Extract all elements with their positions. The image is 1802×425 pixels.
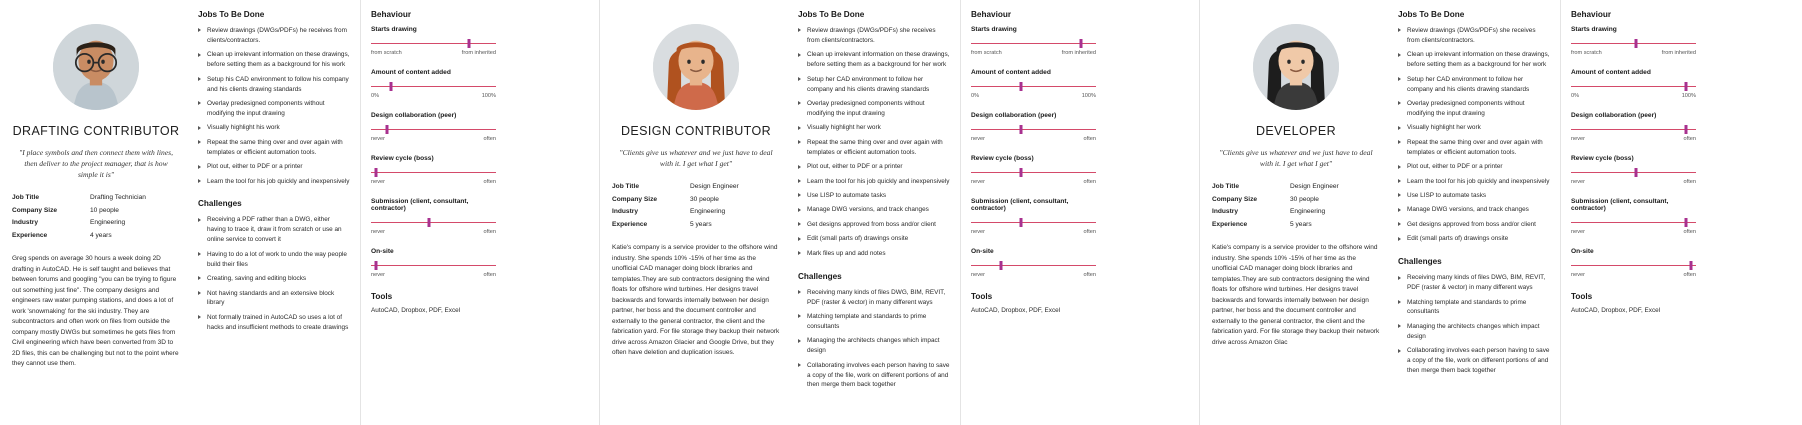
list-item: Receiving a PDF rather than a DWG, either having to trace it, draw it from scratch or use an online service to convert it: [198, 215, 350, 245]
list-item: Setup her CAD environment to follow her company and his clients drawing standards: [798, 75, 950, 95]
fact-row: [1212, 206, 1380, 219]
jobs-list: [1398, 26, 1550, 244]
list-item: Get designs approved from boss and/or client: [1398, 220, 1550, 230]
behaviour-slider: [371, 198, 496, 235]
fact-label: Industry: [612, 208, 639, 216]
slider-knob[interactable]: [1685, 218, 1688, 227]
slider-max-label: 100%: [1681, 93, 1696, 99]
slider-track[interactable]: [971, 39, 1096, 48]
slider-line: [971, 129, 1096, 130]
tools-section-title: Tools: [971, 292, 993, 301]
slider-min-label: never: [971, 229, 985, 235]
list-item: Repeat the same thing over and over again with templates or efficient automation tools.: [1398, 138, 1550, 158]
fact-value: Engineering: [690, 208, 726, 216]
slider-knob[interactable]: [1020, 82, 1023, 91]
slider-knob[interactable]: [386, 125, 389, 134]
persona-name: DRAFTING CONTRIBUTOR: [12, 124, 180, 138]
fact-value: Drafting Technician: [90, 194, 146, 201]
slider-max-label: often: [1083, 179, 1096, 185]
list-item: Visually highlight her work: [1398, 123, 1550, 133]
persona-card-developer: [1200, 0, 1800, 425]
slider-max-label: often: [483, 136, 496, 142]
list-item: Review drawings (DWGs/PDFs) she receives from clients/contractors.: [798, 26, 950, 46]
behaviour-slider: [971, 69, 1096, 99]
fact-row: [612, 181, 780, 194]
slider-line: [371, 129, 496, 130]
slider-min-label: never: [1571, 136, 1585, 142]
fact-value: Engineering: [1290, 208, 1326, 216]
slider-end-labels: [371, 229, 496, 235]
slider-min-label: from scratch: [1571, 50, 1602, 56]
list-item: Having to do a lot of work to undo the way people build their files: [198, 250, 350, 270]
slider-max-label: often: [1683, 229, 1696, 235]
behaviour-slider: [1571, 198, 1696, 235]
list-item: Matching template and standards to prime consultants: [1398, 298, 1550, 318]
fact-row: [12, 205, 180, 218]
fact-value: Design Engineer: [690, 183, 739, 190]
list-item: Not having standards and an extensive block library: [198, 289, 350, 309]
avatar: [53, 24, 139, 110]
fact-label: Industry: [12, 219, 39, 227]
slider-end-labels: [371, 136, 496, 142]
persona-behaviour-column: [360, 0, 508, 425]
behaviour-slider: [1571, 112, 1696, 142]
fact-row: [12, 217, 180, 230]
slider-max-label: often: [1683, 179, 1696, 185]
fact-row: [612, 219, 780, 232]
slider-label: Review cycle (boss): [371, 155, 434, 162]
slider-line: [1571, 172, 1696, 173]
slider-min-label: from scratch: [371, 50, 402, 56]
list-item: Use LISP to automate tasks: [798, 191, 950, 201]
slider-end-labels: [1571, 272, 1696, 278]
slider-line: [1571, 265, 1696, 266]
fact-value: 10 people: [90, 206, 119, 214]
list-item: Setup his CAD environment to follow his company and his clients drawing standards: [198, 75, 350, 95]
slider-track[interactable]: [971, 82, 1096, 91]
slider-end-labels: [971, 272, 1096, 278]
list-item: Review drawings (DWGs/PDFs) she receives from clients/contractors.: [1398, 26, 1550, 46]
slider-min-label: never: [971, 272, 985, 278]
slider-max-label: from inherited: [461, 50, 496, 56]
fact-row: [1212, 181, 1380, 194]
list-item: Plot out, either to PDF or a printer: [798, 162, 950, 172]
jobs-section-title: Jobs To Be Done: [798, 10, 865, 19]
slider-knob[interactable]: [1635, 39, 1638, 48]
slider-max-label: often: [483, 179, 496, 185]
list-item: Clean up irrelevant information on these drawings, before setting them as a background for his work: [198, 50, 350, 70]
slider-min-label: never: [371, 136, 385, 142]
slider-end-labels: [1571, 179, 1696, 185]
slider-max-label: often: [483, 229, 496, 235]
avatar-wrapper: [1212, 24, 1380, 110]
avatar-wrapper: [12, 24, 180, 110]
jobs-list: [798, 26, 950, 259]
fact-value: Design Engineer: [1290, 183, 1339, 190]
behaviour-slider: [371, 112, 496, 142]
slider-label: Starts drawing: [371, 26, 417, 33]
slider-end-labels: [971, 93, 1096, 99]
list-item: Plot out, either to PDF or a printer: [1398, 162, 1550, 172]
list-item: Repeat the same thing over and over again with templates or efficient automation tools.: [198, 138, 350, 158]
fact-label: Company Size: [612, 195, 658, 203]
list-item: Matching template and standards to prime consultants: [798, 312, 950, 332]
slider-max-label: from inherited: [1061, 50, 1096, 56]
persona-facts: [12, 192, 180, 242]
list-item: Overlay predesigned components without modifying the input drawing: [1398, 99, 1550, 119]
persona-behaviour-column: [1560, 0, 1708, 425]
avatar-wrapper: [612, 24, 780, 110]
slider-end-labels: [1571, 229, 1696, 235]
fact-value: 5 years: [690, 220, 712, 228]
slider-knob[interactable]: [1635, 168, 1638, 177]
fact-label: Experience: [1212, 220, 1248, 228]
persona-identity-column: [600, 0, 792, 425]
fact-row: [612, 194, 780, 207]
tools-list: AutoCAD, Dropbox, PDF, Excel: [1571, 307, 1661, 314]
list-item: Collaborating involves each person having to save a copy of the file, work on different portions of and then merge them back together: [798, 361, 950, 391]
slider-knob[interactable]: [1020, 218, 1023, 227]
list-item: Creating, saving and editing blocks: [198, 274, 350, 284]
slider-knob[interactable]: [467, 39, 470, 48]
fact-label: Company Size: [12, 206, 58, 214]
behaviour-slider: [1571, 248, 1696, 278]
slider-line: [1571, 86, 1696, 87]
slider-min-label: never: [1571, 179, 1585, 185]
slider-label: Amount of content added: [371, 69, 451, 76]
slider-max-label: often: [1083, 272, 1096, 278]
slider-knob[interactable]: [375, 261, 378, 270]
slider-label: On-site: [971, 248, 994, 255]
fact-row: [12, 230, 180, 243]
slider-label: Design collaboration (peer): [371, 112, 457, 119]
behaviour-slider: [971, 26, 1096, 56]
slider-track[interactable]: [371, 218, 496, 227]
slider-label: Amount of content added: [971, 69, 1051, 76]
fact-value: 30 people: [690, 195, 719, 203]
list-item: Overlay predesigned components without modifying the input drawing: [198, 99, 350, 119]
slider-line: [971, 265, 1096, 266]
jobs-section-title: Jobs To Be Done: [198, 10, 265, 19]
slider-line: [971, 43, 1096, 44]
slider-track[interactable]: [1571, 168, 1696, 177]
tools-list: AutoCAD, Dropbox, PDF, Excel: [971, 307, 1061, 314]
persona-jobs-column: [192, 0, 360, 425]
slider-knob[interactable]: [1020, 125, 1023, 134]
slider-end-labels: [371, 93, 496, 99]
slider-min-label: never: [371, 272, 385, 278]
fact-label: Company Size: [1212, 195, 1258, 203]
list-item: Get designs approved from boss and/or client: [798, 220, 950, 230]
slider-end-labels: [1571, 136, 1696, 142]
slider-knob[interactable]: [1685, 82, 1688, 91]
slider-knob[interactable]: [1690, 261, 1693, 270]
challenges-list: [798, 288, 950, 391]
slider-knob[interactable]: [1000, 261, 1003, 270]
persona-quote: "Clients give us whatever and we just have to deal with it. I get what I get": [1219, 148, 1373, 168]
slider-line: [1571, 43, 1696, 44]
slider-knob[interactable]: [375, 168, 378, 177]
persona-jobs-column: [1392, 0, 1560, 425]
challenges-section-title: Challenges: [198, 199, 242, 209]
fact-label: Job Title: [12, 194, 39, 201]
slider-track[interactable]: [1571, 218, 1696, 227]
slider-line: [971, 172, 1096, 173]
persona-quote: "Clients give us whatever and we just have to deal with it. I get what I get": [619, 148, 773, 168]
slider-track[interactable]: [1571, 125, 1696, 134]
persona-quote: "I place symbols and then connect them with lines, then deliver to the project manager, that is how simple it is": [19, 148, 173, 179]
slider-label: On-site: [371, 248, 394, 255]
slider-end-labels: [1571, 93, 1696, 99]
list-item: Edit (small parts of) drawings onsite: [798, 234, 950, 244]
tools-list: AutoCAD, Dropbox, PDF, Excel: [371, 307, 461, 314]
slider-min-label: never: [971, 179, 985, 185]
behaviour-section-title: Behaviour: [971, 10, 1012, 19]
slider-line: [1571, 222, 1696, 223]
slider-end-labels: [971, 179, 1096, 185]
slider-max-label: from inherited: [1661, 50, 1696, 56]
avatar: [653, 24, 739, 110]
challenges-section-title: Challenges: [1398, 257, 1442, 267]
slider-label: Starts drawing: [971, 26, 1017, 33]
list-item: Plot out, either to PDF or a printer: [198, 162, 350, 172]
slider-label: Design collaboration (peer): [971, 112, 1057, 119]
slider-max-label: 100%: [1081, 93, 1096, 99]
slider-line: [971, 86, 1096, 87]
list-item: Mark files up and add notes: [798, 249, 950, 259]
slider-label: Design collaboration (peer): [1571, 112, 1657, 119]
slider-track[interactable]: [371, 39, 496, 48]
slider-end-labels: [971, 50, 1096, 56]
persona-bio: Katie's company is a service provider to the offshore wind industry. She spends 10% -15% of her time as the unofficial CAD manager doing block libraries and templates.They are sub contractors designing the wind floats for offshore wind turbines. Her designs travel backwards and forwards internally between her design partner, her boss and the document controller and externally to the general contractor, the client and the fabrication yard. For file storage they backup their network drive across Amazon Glac: [1212, 244, 1380, 346]
slider-min-label: never: [371, 229, 385, 235]
list-item: Learn the tool for his job quickly and inexpensively: [1398, 177, 1550, 187]
fact-row: [1212, 219, 1380, 232]
slider-label: On-site: [1571, 248, 1594, 255]
list-item: Clean up irrelevant information on these drawings, before setting them as a background for her work: [798, 50, 950, 70]
fact-label: Job Title: [1212, 183, 1239, 190]
behaviour-slider: [371, 155, 496, 185]
list-item: Collaborating involves each person having to save a copy of the file, work on different portions of and then merge them back together: [1398, 346, 1550, 376]
slider-track[interactable]: [971, 218, 1096, 227]
slider-knob[interactable]: [1685, 125, 1688, 134]
slider-knob[interactable]: [427, 218, 430, 227]
fact-row: [612, 206, 780, 219]
slider-label: Submission (client, consultant, contractor): [371, 198, 469, 212]
slider-line: [1571, 129, 1696, 130]
slider-track[interactable]: [971, 125, 1096, 134]
persona-name: DEVELOPER: [1255, 124, 1337, 138]
behaviour-section-title: Behaviour: [1571, 10, 1612, 19]
tools-section-title: Tools: [371, 292, 393, 301]
fact-label: Job Title: [612, 183, 639, 190]
fact-value: 4 years: [90, 231, 112, 239]
list-item: Review drawings (DWGs/PDFs) he receives from clients/contractors.: [198, 26, 350, 46]
behaviour-slider: [971, 112, 1096, 142]
slider-min-label: 0%: [1571, 93, 1580, 99]
slider-min-label: never: [971, 136, 985, 142]
persona-bio: Katie's company is a service provider to the offshore wind industry. She spends 10% -15% of her time as the unofficial CAD manager doing block libraries and templates.They are sub contractors designing the wind floats for offshore wind turbines. Her designs travel backwards and forwards internally between her design partner, her boss and the document controller and externally to the general contractor, the client and the fabrication yard. For file storage they backup their network drive across Amazon Glacier and Google Drive, but they often have deletion and duplication issues.: [612, 244, 780, 357]
behaviour-slider: [371, 69, 496, 99]
list-item: Setup her CAD environment to follow her company and his clients drawing standards: [1398, 75, 1550, 95]
slider-track[interactable]: [1571, 261, 1696, 270]
slider-min-label: never: [1571, 272, 1585, 278]
slider-end-labels: [371, 50, 496, 56]
behaviour-slider: [371, 26, 496, 56]
avatar: [1253, 24, 1339, 110]
list-item: Learn the tool for his job quickly and inexpensively: [198, 177, 350, 187]
slider-min-label: 0%: [371, 93, 380, 99]
list-item: Visually highlight her work: [798, 123, 950, 133]
fact-value: 5 years: [1290, 220, 1312, 228]
persona-jobs-column: [792, 0, 960, 425]
list-item: Use LISP to automate tasks: [1398, 191, 1550, 201]
slider-min-label: 0%: [971, 93, 980, 99]
persona-card-design-contributor: [600, 0, 1200, 425]
persona-identity-column: [0, 0, 192, 425]
list-item: Managing the architects changes which impact design: [798, 336, 950, 356]
slider-label: Review cycle (boss): [971, 155, 1034, 162]
behaviour-slider: [1571, 26, 1696, 56]
slider-track[interactable]: [971, 168, 1096, 177]
behaviour-slider: [971, 248, 1096, 278]
slider-max-label: 100%: [481, 93, 496, 99]
slider-line: [371, 265, 496, 266]
behaviour-slider: [371, 248, 496, 278]
jobs-list: [198, 26, 350, 186]
slider-line: [971, 222, 1096, 223]
persona-behaviour-column: [960, 0, 1108, 425]
persona-facts: [612, 181, 780, 231]
slider-track[interactable]: [371, 168, 496, 177]
behaviour-slider: [971, 198, 1096, 235]
tools-section-title: Tools: [1571, 292, 1593, 301]
slider-label: Submission (client, consultant, contractor): [971, 198, 1069, 212]
fact-label: Experience: [12, 231, 48, 239]
behaviour-slider: [1571, 69, 1696, 99]
fact-label: Industry: [1212, 208, 1239, 216]
fact-label: Experience: [612, 220, 648, 228]
list-item: Visually highlight his work: [198, 123, 350, 133]
slider-track[interactable]: [971, 261, 1096, 270]
list-item: Clean up irrelevant information on these drawings, before setting them as a background for her work: [1398, 50, 1550, 70]
list-item: Repeat the same thing over and over again with templates or efficient automation tools.: [798, 138, 950, 158]
slider-max-label: often: [483, 272, 496, 278]
slider-min-label: never: [371, 179, 385, 185]
persona-identity-column: [1200, 0, 1392, 425]
list-item: Manage DWG versions, and track changes: [798, 205, 950, 215]
behaviour-section-title: Behaviour: [371, 10, 412, 19]
fact-row: [12, 192, 180, 205]
persona-bio: Greg spends on average 30 hours a week doing 2D drafting in AutoCAD. He is self taught and believes that between forums and googling "you can be trying to figure out something just fine". The company designs and engineers raw water pumping stations, and does a lot of work 'snowmaking' for the ski industry. They are subcontractors and often work on files from outside the company mostly DWGs but sometimes he gets files from Civil engineering which have been converted from 3D to 2D files, this can be challenging but not to the point where they cannot use them.: [12, 255, 179, 368]
slider-end-labels: [971, 229, 1096, 235]
slider-track[interactable]: [371, 261, 496, 270]
slider-knob[interactable]: [390, 82, 393, 91]
slider-max-label: often: [1683, 272, 1696, 278]
list-item: Managing the architects changes which impact design: [1398, 322, 1550, 342]
challenges-list: [198, 215, 350, 332]
persona-card-drafting-contributor: [0, 0, 600, 425]
list-item: Learn the tool for his job quickly and inexpensively: [798, 177, 950, 187]
slider-end-labels: [371, 272, 496, 278]
list-item: Edit (small parts of) drawings onsite: [1398, 234, 1550, 244]
slider-track[interactable]: [1571, 82, 1696, 91]
slider-track[interactable]: [1571, 39, 1696, 48]
slider-label: Submission (client, consultant, contractor): [1571, 198, 1669, 212]
slider-track[interactable]: [371, 82, 496, 91]
fact-row: [1212, 194, 1380, 207]
slider-knob[interactable]: [1080, 39, 1083, 48]
list-item: Receiving many kinds of files DWG, BIM, REVIT, PDF (raster & vector) in many different ways: [1398, 273, 1550, 293]
slider-line: [371, 43, 496, 44]
list-item: Receiving many kinds of files DWG, BIM, REVIT, PDF (raster & vector) in many different ways: [798, 288, 950, 308]
slider-line: [371, 172, 496, 173]
slider-label: Review cycle (boss): [1571, 155, 1634, 162]
persona-facts: [1212, 181, 1380, 231]
behaviour-slider: [971, 155, 1096, 185]
persona-name: DESIGN CONTRIBUTOR: [620, 124, 772, 138]
slider-end-labels: [1571, 50, 1696, 56]
jobs-section-title: Jobs To Be Done: [1398, 10, 1465, 19]
list-item: Not formally trained in AutoCAD so uses a lot of hacks and insufficient methods to create drawings: [198, 313, 350, 333]
fact-value: 30 people: [1290, 195, 1319, 203]
slider-label: Starts drawing: [1571, 26, 1617, 33]
slider-end-labels: [971, 136, 1096, 142]
slider-min-label: from scratch: [971, 50, 1002, 56]
slider-max-label: often: [1083, 229, 1096, 235]
list-item: Manage DWG versions, and track changes: [1398, 205, 1550, 215]
slider-track[interactable]: [371, 125, 496, 134]
slider-max-label: often: [1683, 136, 1696, 142]
challenges-section-title: Challenges: [798, 271, 842, 281]
behaviour-slider: [1571, 155, 1696, 185]
fact-value: Engineering: [90, 219, 126, 227]
slider-label: Amount of content added: [1571, 69, 1651, 76]
list-item: Overlay predesigned components without modifying the input drawing: [798, 99, 950, 119]
slider-knob[interactable]: [1020, 168, 1023, 177]
slider-end-labels: [371, 179, 496, 185]
slider-line: [371, 222, 496, 223]
slider-min-label: never: [1571, 229, 1585, 235]
challenges-list: [1398, 273, 1550, 376]
slider-max-label: often: [1083, 136, 1096, 142]
